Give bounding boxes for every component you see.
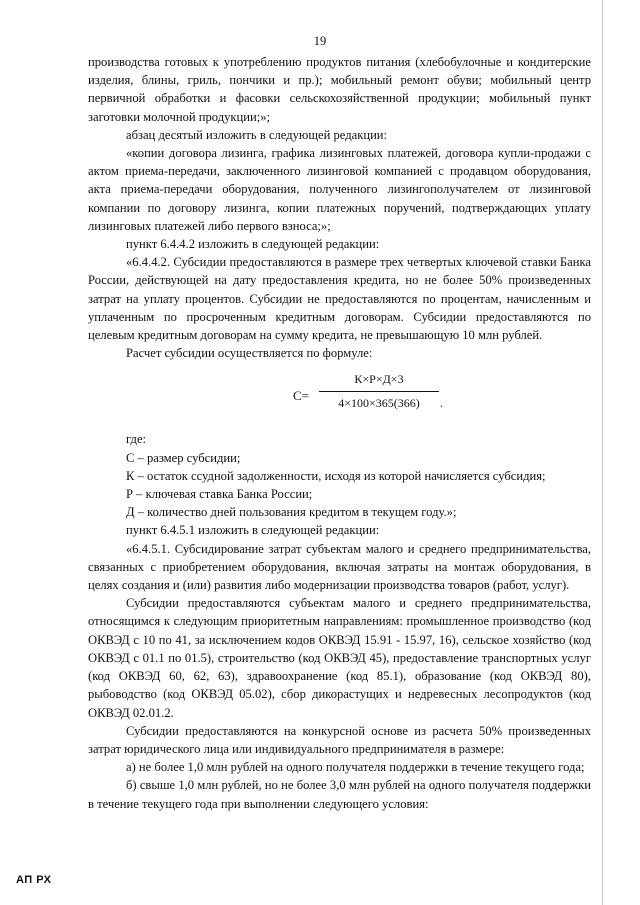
page-number: 19	[313, 34, 327, 48]
paragraph-5: «6.4.4.2. Субсидии предоставляются в размере трех четвертых ключевой ставки Банка России, действующей на дату предоставления кредита, но не более 50% произведенных затрат на уплату процентов. Субсидии не предоставляются по процентам, начисленным и уплаченным по просроченным кредитным договорам. Субсидии предоставляются по целевым кредитным договорам на сумму кредита, не превышающую 10 млн рублей.	[88, 255, 591, 343]
paragraph-7: где:	[126, 432, 147, 447]
subsidy-formula	[88, 370, 591, 422]
paragraph-13: «6.4.5.1. Субсидирование затрат субъектам малого и среднего предпринимательства, связанных с приобретением оборудования, включая затраты на монтаж оборудования, в целях создания и (или) развития либо модернизации производства товаров (работ, услуг).	[88, 541, 591, 593]
formula-tail: .	[440, 396, 443, 411]
paragraph-1: производства готовых к употреблению продуктов питания (хлебобулочные и кондитерские изделия, блины, гриль, пончики и пр.); мобильный ремонт обуви; мобильный центр первичной обработки и фасовки сельскохозяйственной продукции; мобильный пункт заготовки молочной продукции;»;	[88, 55, 591, 124]
paragraph-14: Субсидии предоставляются субъектам малого и среднего предпринимательства, относящимся к следующим приоритетным направлениям: промышленное производство (код ОКВЭД с 10 по 41, за исключением кодов ОКВЭД 15.91 - 15.97, 16), сельское хозяйство (код ОКВЭД с 01.1 по 01.5), строительство (код ОКВЭД 45), предоставление транспортных услуг (код ОКВЭД 60, 62, 63), здравоохранение (код 85.1), образование (код ОКВЭД 80), рыбоводство (код ОКВЭД 05.02), сбор дикорастущих и недревесных лесопродуктов (код ОКВЭД 02.01.2.	[88, 596, 591, 720]
formula-numerator: К×Р×Д×3	[319, 370, 439, 391]
paragraph-16: а) не более 1,0 млн рублей на одного получателя поддержки в течение текущего года;	[126, 760, 585, 775]
paragraph-8: С – размер субсидии;	[126, 450, 241, 465]
paragraph-2: абзац десятый изложить в следующей редакции:	[126, 127, 388, 142]
formula-fraction	[319, 370, 439, 411]
paragraph-10: Р – ключевая ставка Банка России;	[126, 487, 313, 502]
formula-lhs: С=	[293, 388, 310, 404]
page-edge-rule	[602, 0, 603, 905]
paragraph-12: пункт 6.4.5.1 изложить в следующей редакции:	[126, 523, 380, 538]
paragraph-6: Расчет субсидии осуществляется по формуле:	[126, 346, 373, 361]
footer-mark: АП РХ	[16, 874, 52, 886]
formula-denominator: 4×100×365(366)	[338, 395, 420, 410]
paragraph-4: пункт 6.4.4.2 изложить в следующей редакции:	[126, 237, 380, 252]
document-body	[88, 53, 591, 813]
paragraph-3: «копии договора лизинга, графика лизинговых платежей, договора купли-продажи с актом приема-передачи, заключенного лизинговой компанией с продавцом оборудования, акта приема-передачи оборудования, полученного лизингополучателем от лизинговой компании по договору лизинга, копии платежных поручений, подтверждающих уплату лизинговых платежей либо первого взноса;»;	[88, 146, 591, 233]
paragraph-17: б) свыше 1,0 млн рублей, но не более 3,0 млн рублей на одного получателя поддержки в течение текущего года при выполнении следующего условия:	[88, 778, 591, 811]
paragraph-11: Д – количество дней пользования кредитом в текущем году.»;	[126, 505, 457, 520]
paragraph-15: Субсидии предоставляются на конкурсной основе из расчета 50% произведенных затрат юридического лица или индивидуального предпринимателя в размере:	[88, 723, 591, 756]
paragraph-9: К – остаток ссудной задолженности, исходя из которой начисляется субсидия;	[126, 468, 546, 483]
